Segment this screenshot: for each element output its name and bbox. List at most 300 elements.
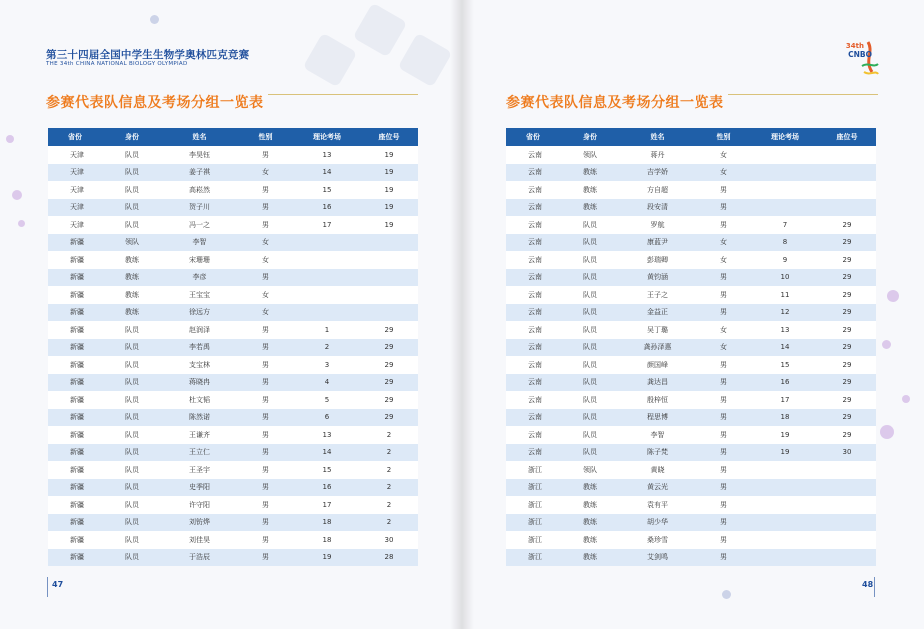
role-cell: 队员 bbox=[102, 374, 162, 392]
roster-table-body bbox=[506, 146, 876, 566]
province-cell: 新疆 bbox=[48, 251, 102, 269]
exam-room-cell bbox=[752, 146, 818, 164]
province-cell: 天津 bbox=[48, 164, 102, 182]
seat-cell bbox=[360, 234, 418, 252]
exam-room-cell bbox=[752, 461, 818, 479]
event-subtitle: THE 34th CHINA NATIONAL BIOLOGY OLYMPIAD bbox=[46, 61, 188, 67]
province-cell: 浙江 bbox=[506, 549, 560, 567]
name-cell: 吉学娇 bbox=[620, 164, 695, 182]
gender-cell: 男 bbox=[237, 181, 294, 199]
table-row bbox=[506, 286, 876, 304]
molecule-dot bbox=[18, 220, 25, 227]
molecule-dot bbox=[12, 190, 22, 200]
exam-room-cell bbox=[752, 496, 818, 514]
gender-cell: 男 bbox=[695, 426, 752, 444]
role-cell: 队员 bbox=[560, 444, 620, 462]
gender-cell: 男 bbox=[237, 461, 294, 479]
seat-cell bbox=[818, 461, 876, 479]
table-row bbox=[506, 426, 876, 444]
exam-room-cell: 7 bbox=[752, 216, 818, 234]
name-cell: 胡少华 bbox=[620, 514, 695, 532]
name-cell: 方自超 bbox=[620, 181, 695, 199]
table-row bbox=[48, 339, 418, 357]
province-cell: 新疆 bbox=[48, 531, 102, 549]
seat-cell: 2 bbox=[360, 479, 418, 497]
exam-room-cell: 18 bbox=[752, 409, 818, 427]
exam-room-cell: 14 bbox=[294, 164, 360, 182]
table-row bbox=[48, 409, 418, 427]
table-row bbox=[48, 304, 418, 322]
seat-cell: 19 bbox=[360, 146, 418, 164]
province-cell: 新疆 bbox=[48, 444, 102, 462]
exam-room-cell: 19 bbox=[294, 549, 360, 567]
role-cell: 队员 bbox=[102, 181, 162, 199]
table-row bbox=[506, 409, 876, 427]
province-cell: 新疆 bbox=[48, 269, 102, 287]
exam-room-cell: 18 bbox=[294, 514, 360, 532]
role-cell: 队员 bbox=[560, 286, 620, 304]
role-cell: 队员 bbox=[102, 199, 162, 217]
name-cell: 艾剑鸣 bbox=[620, 549, 695, 567]
exam-room-cell: 2 bbox=[294, 339, 360, 357]
role-cell: 队员 bbox=[102, 444, 162, 462]
name-cell: 王立仁 bbox=[162, 444, 237, 462]
gender-cell: 男 bbox=[695, 496, 752, 514]
table-row bbox=[506, 514, 876, 532]
roster-table bbox=[48, 128, 418, 566]
province-cell: 新疆 bbox=[48, 304, 102, 322]
gender-cell: 男 bbox=[237, 374, 294, 392]
exam-room-cell: 16 bbox=[294, 479, 360, 497]
name-cell: 金益正 bbox=[620, 304, 695, 322]
table-row bbox=[506, 199, 876, 217]
exam-room-cell: 17 bbox=[752, 391, 818, 409]
name-cell: 颜国峰 bbox=[620, 356, 695, 374]
name-cell: 王圣宇 bbox=[162, 461, 237, 479]
role-cell: 队员 bbox=[102, 549, 162, 567]
seat-cell: 29 bbox=[818, 339, 876, 357]
seat-cell bbox=[360, 269, 418, 287]
seat-cell: 29 bbox=[818, 286, 876, 304]
seat-cell: 29 bbox=[360, 321, 418, 339]
exam-room-cell: 15 bbox=[294, 181, 360, 199]
table-row bbox=[48, 164, 418, 182]
exam-room-cell: 13 bbox=[752, 321, 818, 339]
name-cell: 罗航 bbox=[620, 216, 695, 234]
page-title: 参赛代表队信息及考场分组一览表 bbox=[506, 95, 724, 111]
name-cell: 高崧然 bbox=[162, 181, 237, 199]
role-cell: 教练 bbox=[102, 304, 162, 322]
name-cell: 贺子川 bbox=[162, 199, 237, 217]
column-header-exam-room: 理论考场 bbox=[294, 128, 360, 146]
title-underline bbox=[268, 94, 418, 95]
seat-cell: 2 bbox=[360, 514, 418, 532]
column-header-seat: 座位号 bbox=[818, 128, 876, 146]
province-cell: 云南 bbox=[506, 146, 560, 164]
table-row bbox=[506, 216, 876, 234]
exam-room-cell: 12 bbox=[752, 304, 818, 322]
province-cell: 云南 bbox=[506, 409, 560, 427]
table-row bbox=[48, 251, 418, 269]
hexagon-decoration bbox=[303, 33, 358, 88]
province-cell: 浙江 bbox=[506, 531, 560, 549]
province-cell: 新疆 bbox=[48, 391, 102, 409]
exam-room-cell: 16 bbox=[752, 374, 818, 392]
event-title: 第三十四届全国中学生生物学奥林匹克竞赛 bbox=[46, 49, 250, 61]
seat-cell: 29 bbox=[818, 356, 876, 374]
role-cell: 教练 bbox=[560, 479, 620, 497]
seat-cell: 29 bbox=[818, 374, 876, 392]
province-cell: 新疆 bbox=[48, 496, 102, 514]
gender-cell: 女 bbox=[695, 251, 752, 269]
exam-room-cell: 10 bbox=[752, 269, 818, 287]
gender-cell: 男 bbox=[695, 461, 752, 479]
province-cell: 新疆 bbox=[48, 321, 102, 339]
exam-room-cell: 14 bbox=[752, 339, 818, 357]
table-row bbox=[506, 496, 876, 514]
table-row bbox=[506, 461, 876, 479]
gender-cell: 女 bbox=[695, 234, 752, 252]
province-cell: 新疆 bbox=[48, 286, 102, 304]
gender-cell: 男 bbox=[237, 549, 294, 567]
gender-cell: 男 bbox=[237, 444, 294, 462]
seat-cell: 29 bbox=[818, 269, 876, 287]
gender-cell: 女 bbox=[237, 234, 294, 252]
gender-cell: 男 bbox=[695, 549, 752, 567]
hexagon-decoration bbox=[398, 33, 453, 88]
province-cell: 云南 bbox=[506, 304, 560, 322]
gender-cell: 男 bbox=[237, 479, 294, 497]
exam-room-cell bbox=[294, 269, 360, 287]
column-header-province: 省份 bbox=[48, 128, 102, 146]
name-cell: 姜子祺 bbox=[162, 164, 237, 182]
exam-room-cell bbox=[752, 514, 818, 532]
table-header-row bbox=[506, 128, 876, 146]
role-cell: 队员 bbox=[560, 321, 620, 339]
exam-room-cell bbox=[752, 531, 818, 549]
role-cell: 队员 bbox=[102, 356, 162, 374]
exam-room-cell bbox=[294, 286, 360, 304]
name-cell: 袁有平 bbox=[620, 496, 695, 514]
province-cell: 云南 bbox=[506, 444, 560, 462]
name-cell: 龚孙泽惠 bbox=[620, 339, 695, 357]
table-row bbox=[506, 391, 876, 409]
column-header-seat: 座位号 bbox=[360, 128, 418, 146]
role-cell: 教练 bbox=[102, 269, 162, 287]
role-cell: 教练 bbox=[560, 181, 620, 199]
gender-cell: 男 bbox=[695, 514, 752, 532]
table-row bbox=[48, 531, 418, 549]
seat-cell: 29 bbox=[818, 304, 876, 322]
seat-cell bbox=[360, 286, 418, 304]
seat-cell bbox=[818, 496, 876, 514]
column-header-name: 姓名 bbox=[162, 128, 237, 146]
province-cell: 云南 bbox=[506, 321, 560, 339]
table-row bbox=[48, 356, 418, 374]
role-cell: 队员 bbox=[102, 146, 162, 164]
role-cell: 队员 bbox=[560, 251, 620, 269]
name-cell: 黄钧涵 bbox=[620, 269, 695, 287]
name-cell: 刘佳昊 bbox=[162, 531, 237, 549]
role-cell: 教练 bbox=[560, 531, 620, 549]
name-cell: 冯一之 bbox=[162, 216, 237, 234]
gender-cell: 男 bbox=[237, 216, 294, 234]
gender-cell: 男 bbox=[237, 426, 294, 444]
name-cell: 殷梓恒 bbox=[620, 391, 695, 409]
province-cell: 云南 bbox=[506, 286, 560, 304]
role-cell: 队员 bbox=[560, 374, 620, 392]
province-cell: 浙江 bbox=[506, 496, 560, 514]
gender-cell: 女 bbox=[695, 321, 752, 339]
role-cell: 队员 bbox=[102, 531, 162, 549]
role-cell: 队员 bbox=[102, 216, 162, 234]
table-row bbox=[506, 181, 876, 199]
gender-cell: 男 bbox=[695, 199, 752, 217]
table-row bbox=[48, 321, 418, 339]
name-cell: 李彦 bbox=[162, 269, 237, 287]
seat-cell: 29 bbox=[360, 356, 418, 374]
gender-cell: 男 bbox=[695, 374, 752, 392]
exam-room-cell: 6 bbox=[294, 409, 360, 427]
role-cell: 队员 bbox=[560, 409, 620, 427]
seat-cell: 29 bbox=[818, 251, 876, 269]
seat-cell: 29 bbox=[818, 391, 876, 409]
province-cell: 云南 bbox=[506, 199, 560, 217]
province-cell: 云南 bbox=[506, 216, 560, 234]
seat-cell: 2 bbox=[360, 496, 418, 514]
molecule-dot bbox=[882, 340, 891, 349]
role-cell: 队员 bbox=[560, 216, 620, 234]
seat-cell: 29 bbox=[818, 321, 876, 339]
province-cell: 新疆 bbox=[48, 234, 102, 252]
province-cell: 新疆 bbox=[48, 461, 102, 479]
gender-cell: 男 bbox=[695, 286, 752, 304]
table-row bbox=[506, 321, 876, 339]
roster-table bbox=[506, 128, 876, 566]
role-cell: 队员 bbox=[102, 496, 162, 514]
province-cell: 天津 bbox=[48, 216, 102, 234]
table-row bbox=[48, 549, 418, 567]
province-cell: 云南 bbox=[506, 269, 560, 287]
table-row bbox=[48, 479, 418, 497]
page-title: 参赛代表队信息及考场分组一览表 bbox=[46, 95, 264, 111]
role-cell: 领队 bbox=[560, 461, 620, 479]
province-cell: 云南 bbox=[506, 181, 560, 199]
province-cell: 新疆 bbox=[48, 374, 102, 392]
seat-cell bbox=[818, 164, 876, 182]
seat-cell bbox=[818, 199, 876, 217]
role-cell: 队员 bbox=[102, 461, 162, 479]
title-underline bbox=[728, 94, 878, 95]
gender-cell: 男 bbox=[695, 409, 752, 427]
page-number-bar bbox=[47, 577, 48, 597]
exam-room-cell: 8 bbox=[752, 234, 818, 252]
seat-cell: 2 bbox=[360, 444, 418, 462]
name-cell: 黄晓 bbox=[620, 461, 695, 479]
gender-cell: 女 bbox=[237, 286, 294, 304]
exam-room-cell bbox=[294, 304, 360, 322]
gender-cell: 男 bbox=[695, 181, 752, 199]
molecule-dot bbox=[6, 135, 14, 143]
province-cell: 浙江 bbox=[506, 479, 560, 497]
exam-room-cell bbox=[752, 479, 818, 497]
page-number-bar bbox=[874, 577, 875, 597]
table-header-row bbox=[48, 128, 418, 146]
table-row bbox=[506, 339, 876, 357]
seat-cell bbox=[818, 181, 876, 199]
molecule-dot bbox=[880, 425, 894, 439]
role-cell: 领队 bbox=[102, 234, 162, 252]
province-cell: 新疆 bbox=[48, 479, 102, 497]
table-row bbox=[48, 146, 418, 164]
table-row bbox=[506, 269, 876, 287]
province-cell: 云南 bbox=[506, 391, 560, 409]
exam-room-cell: 3 bbox=[294, 356, 360, 374]
exam-room-cell: 13 bbox=[294, 426, 360, 444]
seat-cell: 19 bbox=[360, 216, 418, 234]
table-row bbox=[48, 374, 418, 392]
gender-cell: 女 bbox=[695, 146, 752, 164]
seat-cell: 28 bbox=[360, 549, 418, 567]
table-row bbox=[506, 304, 876, 322]
seat-cell: 29 bbox=[360, 391, 418, 409]
gender-cell: 男 bbox=[237, 269, 294, 287]
name-cell: 李智 bbox=[162, 234, 237, 252]
seat-cell: 19 bbox=[360, 181, 418, 199]
name-cell: 康蓝尹 bbox=[620, 234, 695, 252]
seat-cell bbox=[818, 479, 876, 497]
exam-room-cell: 13 bbox=[294, 146, 360, 164]
molecule-dot bbox=[722, 590, 731, 599]
column-header-province: 省份 bbox=[506, 128, 560, 146]
role-cell: 队员 bbox=[560, 339, 620, 357]
table-row bbox=[506, 531, 876, 549]
name-cell: 王谦齐 bbox=[162, 426, 237, 444]
province-cell: 天津 bbox=[48, 199, 102, 217]
role-cell: 教练 bbox=[560, 549, 620, 567]
name-cell: 陈子梵 bbox=[620, 444, 695, 462]
seat-cell: 29 bbox=[818, 409, 876, 427]
gender-cell: 男 bbox=[695, 531, 752, 549]
name-cell: 许守阳 bbox=[162, 496, 237, 514]
province-cell: 云南 bbox=[506, 164, 560, 182]
province-cell: 新疆 bbox=[48, 426, 102, 444]
name-cell: 刘钫烨 bbox=[162, 514, 237, 532]
role-cell: 队员 bbox=[102, 409, 162, 427]
role-cell: 教练 bbox=[560, 514, 620, 532]
column-header-exam-room: 理论考场 bbox=[752, 128, 818, 146]
province-cell: 新疆 bbox=[48, 549, 102, 567]
gender-cell: 女 bbox=[695, 164, 752, 182]
hexagon-decoration bbox=[353, 3, 408, 58]
table-row bbox=[506, 164, 876, 182]
name-cell: 程思博 bbox=[620, 409, 695, 427]
name-cell: 支宝林 bbox=[162, 356, 237, 374]
table-row bbox=[48, 216, 418, 234]
table-row bbox=[48, 426, 418, 444]
province-cell: 新疆 bbox=[48, 409, 102, 427]
province-cell: 云南 bbox=[506, 356, 560, 374]
gender-cell: 男 bbox=[237, 514, 294, 532]
gender-cell: 男 bbox=[695, 444, 752, 462]
molecule-dot bbox=[887, 290, 899, 302]
name-cell: 彭瑞卿 bbox=[620, 251, 695, 269]
role-cell: 队员 bbox=[102, 479, 162, 497]
role-cell: 队员 bbox=[102, 426, 162, 444]
seat-cell bbox=[818, 531, 876, 549]
name-cell: 桑珍雪 bbox=[620, 531, 695, 549]
table-row bbox=[48, 199, 418, 217]
column-header-gender: 性别 bbox=[237, 128, 294, 146]
province-cell: 云南 bbox=[506, 426, 560, 444]
table-row bbox=[506, 374, 876, 392]
table-row bbox=[48, 269, 418, 287]
gender-cell: 女 bbox=[237, 251, 294, 269]
logo-text: CNBO bbox=[848, 50, 872, 59]
table-row bbox=[506, 356, 876, 374]
exam-room-cell: 1 bbox=[294, 321, 360, 339]
gender-cell: 男 bbox=[695, 269, 752, 287]
exam-room-cell: 17 bbox=[294, 496, 360, 514]
name-cell: 徐远方 bbox=[162, 304, 237, 322]
seat-cell: 29 bbox=[818, 426, 876, 444]
exam-room-cell: 15 bbox=[752, 356, 818, 374]
seat-cell bbox=[818, 146, 876, 164]
province-cell: 天津 bbox=[48, 181, 102, 199]
table-row bbox=[506, 549, 876, 567]
role-cell: 队员 bbox=[102, 514, 162, 532]
seat-cell: 29 bbox=[818, 234, 876, 252]
table-row bbox=[48, 461, 418, 479]
exam-room-cell bbox=[294, 234, 360, 252]
name-cell: 王子之 bbox=[620, 286, 695, 304]
seat-cell: 29 bbox=[360, 339, 418, 357]
gender-cell: 女 bbox=[237, 304, 294, 322]
role-cell: 队员 bbox=[560, 426, 620, 444]
seat-cell: 2 bbox=[360, 426, 418, 444]
role-cell: 教练 bbox=[102, 251, 162, 269]
name-cell: 史季阳 bbox=[162, 479, 237, 497]
table-row bbox=[506, 479, 876, 497]
name-cell: 杜文韬 bbox=[162, 391, 237, 409]
role-cell: 教练 bbox=[560, 164, 620, 182]
column-header-name: 姓名 bbox=[620, 128, 695, 146]
exam-room-cell: 17 bbox=[294, 216, 360, 234]
exam-room-cell: 4 bbox=[294, 374, 360, 392]
table-row bbox=[48, 181, 418, 199]
role-cell: 教练 bbox=[560, 199, 620, 217]
column-header-role: 身份 bbox=[560, 128, 620, 146]
table-row bbox=[506, 251, 876, 269]
role-cell: 教练 bbox=[560, 496, 620, 514]
seat-cell: 29 bbox=[818, 216, 876, 234]
exam-room-cell: 15 bbox=[294, 461, 360, 479]
name-cell: 蒋丹 bbox=[620, 146, 695, 164]
gender-cell: 男 bbox=[237, 356, 294, 374]
table-row bbox=[506, 444, 876, 462]
table-row bbox=[48, 496, 418, 514]
role-cell: 队员 bbox=[102, 391, 162, 409]
molecule-dot bbox=[150, 15, 159, 24]
exam-room-cell: 5 bbox=[294, 391, 360, 409]
gender-cell: 男 bbox=[237, 199, 294, 217]
gender-cell: 男 bbox=[237, 496, 294, 514]
seat-cell: 19 bbox=[360, 164, 418, 182]
roster-table-body bbox=[48, 146, 418, 566]
name-cell: 赵润泽 bbox=[162, 321, 237, 339]
seat-cell: 19 bbox=[360, 199, 418, 217]
exam-room-cell bbox=[752, 199, 818, 217]
